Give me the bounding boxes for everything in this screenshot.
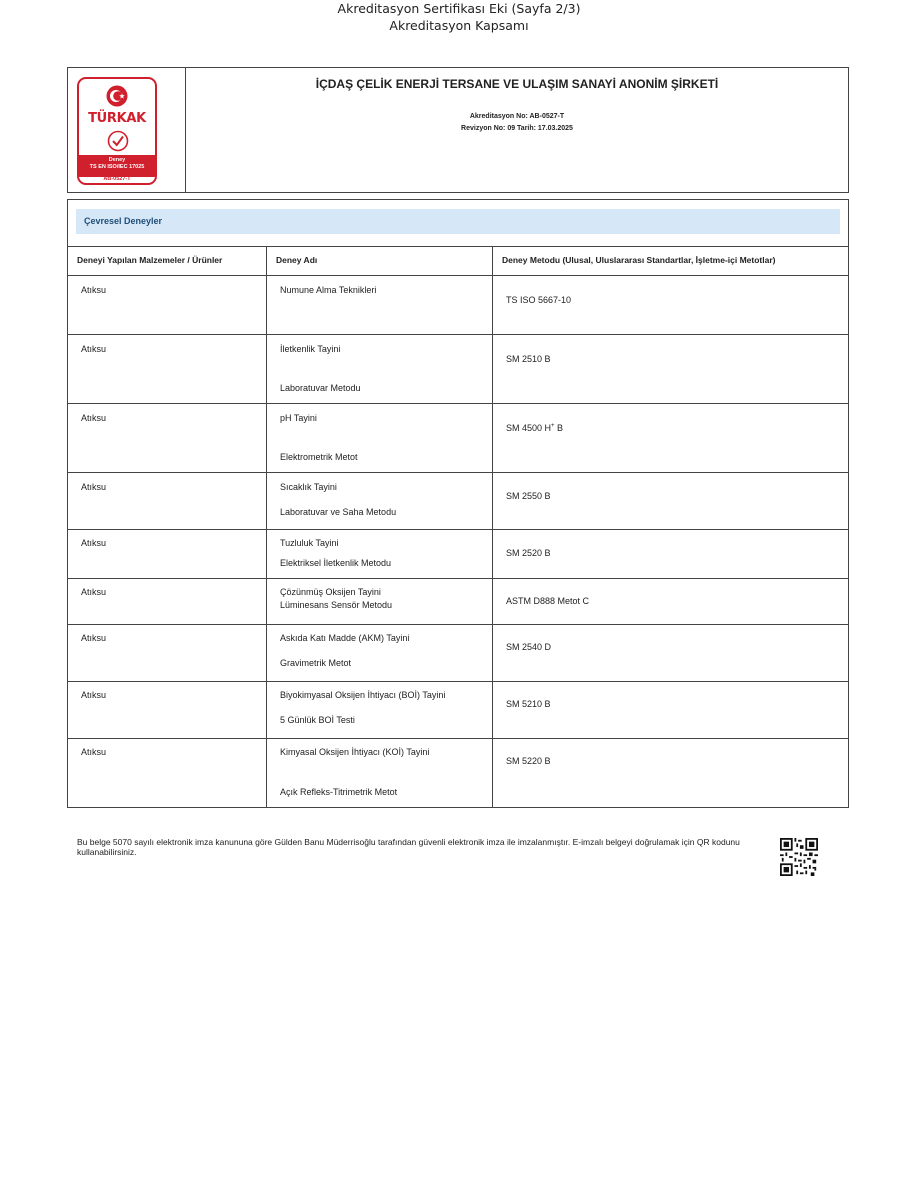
logo-brand: TÜRKAK bbox=[88, 111, 146, 126]
table-row bbox=[68, 529, 848, 578]
test-subtitle-cell: Lüminesans Sensör Metodu bbox=[280, 600, 393, 610]
test-name-cell: Numune Alma Teknikleri bbox=[280, 285, 377, 295]
method-cell: SM 2510 B bbox=[506, 354, 551, 364]
material-cell: Atıksu bbox=[81, 690, 107, 700]
material-cell: Atıksu bbox=[81, 413, 107, 423]
material-cell: Atıksu bbox=[81, 538, 107, 548]
table-row bbox=[68, 472, 848, 529]
column-header-test: Deney Adı bbox=[267, 247, 493, 275]
method-cell bbox=[506, 423, 563, 433]
company-name: İÇDAŞ ÇELİK ENERJİ TERSANE VE ULAŞIM SANAYİ ANONİM ŞİRKETİ bbox=[315, 77, 719, 91]
column-header-method: Deney Metodu (Ulusal, Uluslararası Standartlar, İşletme-içi Metotlar) bbox=[502, 255, 776, 265]
material-cell: Atıksu bbox=[81, 633, 107, 643]
method-suffix: B bbox=[554, 423, 564, 433]
method-cell: SM 5220 B bbox=[506, 756, 551, 766]
table-row bbox=[68, 334, 848, 403]
revision-info: Revizyon No: 09 Tarih: 17.03.2025 bbox=[461, 125, 573, 132]
header-box bbox=[67, 67, 849, 193]
scope-table bbox=[67, 199, 849, 808]
page-header-subtitle: Akreditasyon Kapsamı bbox=[389, 18, 529, 33]
test-name-cell: Tuzluluk Tayini bbox=[280, 538, 339, 548]
table-row bbox=[68, 681, 848, 738]
test-name-cell: Askıda Katı Madde (AKM) Tayini bbox=[280, 633, 410, 643]
crescent-star-icon bbox=[106, 85, 128, 107]
material-cell: Atıksu bbox=[81, 482, 107, 492]
accreditation-number: Akreditasyon No: AB-0527-T bbox=[469, 113, 565, 120]
method-cell: SM 2550 B bbox=[506, 491, 551, 501]
method-cell: SM 2520 B bbox=[506, 548, 551, 558]
logo-band-line2: TS EN ISO/IEC 17025 bbox=[89, 164, 145, 170]
test-name-cell: Biyokimyasal Oksijen İhtiyacı (BOİ) Tayini bbox=[280, 690, 446, 700]
column-header-material: Deneyi Yapılan Malzemeler / Ürünler bbox=[68, 247, 267, 275]
method-superscript: + bbox=[551, 423, 555, 429]
method-cell: TS ISO 5667-10 bbox=[506, 295, 572, 305]
test-name-cell: Sıcaklık Tayini bbox=[280, 482, 337, 492]
test-subtitle-cell: Açık Refleks-Titrimetrik Metot bbox=[280, 787, 398, 797]
method-cell: SM 2540 D bbox=[506, 642, 552, 652]
turkak-logo bbox=[77, 77, 157, 185]
page-header-title: Akreditasyon Sertifikası Eki (Sayfa 2/3) bbox=[337, 1, 581, 16]
method-cell: SM 5210 B bbox=[506, 699, 551, 709]
table-row bbox=[68, 403, 848, 472]
checkmark-icon bbox=[107, 130, 129, 152]
test-subtitle-cell: Laboratuvar Metodu bbox=[280, 383, 361, 393]
material-cell: Atıksu bbox=[81, 747, 107, 757]
test-name-cell: İletkenlik Tayini bbox=[280, 344, 341, 354]
material-cell: Atıksu bbox=[81, 587, 107, 597]
method-base: SM 4500 H bbox=[506, 423, 552, 433]
e-signature-note: Bu belge 5070 sayılı elektronik imza kanununa göre Gülden Banu Müderrisoğlu tarafından güvenli elektronik imza ile imzalanmıştır. E-imzalı belgeyi doğrulamak için QR kodunu kullanabilirsiniz. bbox=[77, 837, 740, 857]
table-header-row bbox=[68, 246, 848, 275]
test-subtitle-cell: Elektriksel İletkenlik Metodu bbox=[280, 558, 392, 568]
logo-band bbox=[79, 155, 155, 177]
material-cell: Atıksu bbox=[81, 344, 107, 354]
accreditation-info bbox=[186, 111, 848, 135]
test-subtitle-cell: Elektrometrik Metot bbox=[280, 452, 358, 462]
page-header bbox=[0, 0, 918, 34]
method-cell: ASTM D888 Metot C bbox=[506, 596, 590, 606]
test-name-cell: pH Tayini bbox=[280, 413, 317, 423]
test-subtitle-cell: 5 Günlük BOİ Testi bbox=[280, 715, 355, 725]
test-name-cell: Çözünmüş Oksijen Tayini bbox=[280, 587, 381, 597]
table-row bbox=[68, 578, 848, 624]
logo-band-line1: Deney bbox=[108, 157, 126, 163]
test-subtitle-cell: Laboratuvar ve Saha Metodu bbox=[280, 507, 397, 517]
table-row bbox=[68, 275, 848, 334]
material-cell: Atıksu bbox=[81, 285, 107, 295]
section-band bbox=[68, 200, 848, 246]
table-row bbox=[68, 624, 848, 681]
logo-code: AB-0527-T bbox=[103, 176, 131, 182]
test-name-cell: Kimyasal Oksijen İhtiyacı (KOİ) Tayini bbox=[280, 747, 430, 757]
table-row bbox=[68, 738, 848, 808]
logo-cell bbox=[68, 68, 186, 192]
section-title: Çevresel Deneyler bbox=[76, 209, 840, 234]
test-subtitle-cell: Gravimetrik Metot bbox=[280, 658, 352, 668]
qr-code-icon[interactable] bbox=[780, 838, 818, 876]
